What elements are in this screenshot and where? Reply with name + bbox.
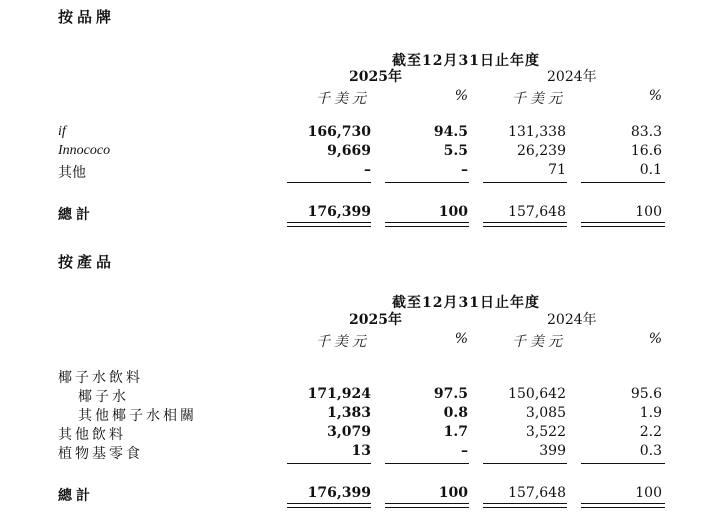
brand-row-value-2025: – — [364, 162, 371, 178]
brand-row-pct-2024: 83.3 — [630, 124, 662, 140]
rule-line — [581, 463, 665, 464]
product-unit-2024: 千美元 — [512, 334, 566, 350]
product-row-value-2024: 150,642 — [508, 386, 566, 402]
brand-total-value-2025: 176,399 — [307, 204, 371, 220]
product-section-title: 按產品 — [58, 253, 116, 271]
product-group-label: 椰子水飲料 — [58, 370, 143, 386]
brand-total-value-2024: 157,648 — [508, 204, 566, 220]
product-row-value-2025: 3,079 — [327, 424, 371, 440]
double-rule-line — [581, 222, 665, 227]
product-total-pct-2024: 100 — [635, 485, 662, 501]
product-row-pct-2025: – — [461, 443, 468, 459]
brand-row-value-2025: 9,669 — [327, 143, 371, 159]
brand-row-pct-2024: 16.6 — [630, 143, 662, 159]
product-total-pct-2025: 100 — [438, 485, 468, 501]
product-row-pct-2025: 0.8 — [443, 405, 468, 421]
brand-year-2025: 2025年 — [349, 69, 402, 85]
rule-line — [385, 463, 469, 464]
rule-line — [581, 182, 665, 183]
double-rule-line — [581, 503, 665, 508]
product-pct-2024: % — [648, 331, 662, 347]
brand-row-label: Innococo — [58, 143, 111, 158]
double-rule-line — [483, 503, 567, 508]
double-rule-line — [385, 222, 469, 227]
product-year-2025: 2025年 — [349, 312, 402, 328]
brand-row-value-2024: 26,239 — [517, 143, 566, 159]
product-row-label: 其他椰子水相關 — [78, 408, 197, 424]
brand-total-pct-2025: 100 — [438, 204, 468, 220]
product-row-value-2025: 171,924 — [307, 386, 371, 402]
product-row-pct-2024: 2.2 — [639, 424, 662, 440]
brand-total-pct-2024: 100 — [635, 204, 662, 220]
product-row-value-2024: 3,522 — [525, 424, 566, 440]
product-year-2024: 2024年 — [547, 312, 597, 328]
brand-row-pct-2025: 94.5 — [433, 124, 468, 140]
rule-line — [483, 182, 567, 183]
product-row-pct-2024: 95.6 — [630, 386, 662, 402]
brand-unit-2025: 千美元 — [316, 91, 370, 107]
brand-row-pct-2024: 0.1 — [639, 162, 662, 178]
product-row-value-2025: 1,383 — [327, 405, 371, 421]
product-row-pct-2024: 0.3 — [639, 443, 662, 459]
brand-year-2024: 2024年 — [547, 69, 597, 85]
brand-row-label: if — [58, 124, 66, 139]
product-total-value-2025: 176,399 — [307, 485, 371, 501]
brand-unit-2024: 千美元 — [512, 91, 566, 107]
brand-row-pct-2025: 5.5 — [443, 143, 468, 159]
product-unit-2025: 千美元 — [316, 334, 370, 350]
product-pct-2025: % — [454, 331, 468, 347]
brand-pct-2024: % — [648, 88, 662, 104]
brand-pct-2025: % — [454, 88, 468, 104]
double-rule-line — [287, 503, 371, 508]
brand-row-value-2024: 71 — [548, 162, 566, 178]
product-period-header: 截至12月31日止年度 — [392, 295, 540, 311]
brand-row-label: 其他 — [58, 165, 86, 181]
rule-line — [385, 182, 469, 183]
double-rule-line — [385, 503, 469, 508]
product-row-label: 椰子水 — [78, 389, 129, 405]
product-row-label: 植物基零食 — [58, 446, 143, 462]
brand-period-header: 截至12月31日止年度 — [392, 53, 540, 69]
double-rule-line — [483, 222, 567, 227]
rule-line — [483, 463, 567, 464]
product-total-label: 總計 — [58, 488, 94, 504]
product-total-value-2024: 157,648 — [508, 485, 566, 501]
double-rule-line — [287, 222, 371, 227]
product-row-value-2024: 399 — [539, 443, 566, 459]
product-row-pct-2025: 1.7 — [443, 424, 468, 440]
brand-total-label: 總計 — [58, 207, 94, 223]
product-row-pct-2025: 97.5 — [433, 386, 468, 402]
brand-section-title: 按品牌 — [58, 8, 116, 26]
product-row-label: 其他飲料 — [58, 427, 126, 443]
product-row-pct-2024: 1.9 — [639, 405, 662, 421]
product-row-value-2025: 13 — [351, 443, 371, 459]
brand-row-value-2025: 166,730 — [307, 124, 371, 140]
rule-line — [287, 182, 371, 183]
brand-row-pct-2025: – — [461, 162, 468, 178]
rule-line — [287, 463, 371, 464]
brand-row-value-2024: 131,338 — [508, 124, 566, 140]
product-row-value-2024: 3,085 — [525, 405, 566, 421]
